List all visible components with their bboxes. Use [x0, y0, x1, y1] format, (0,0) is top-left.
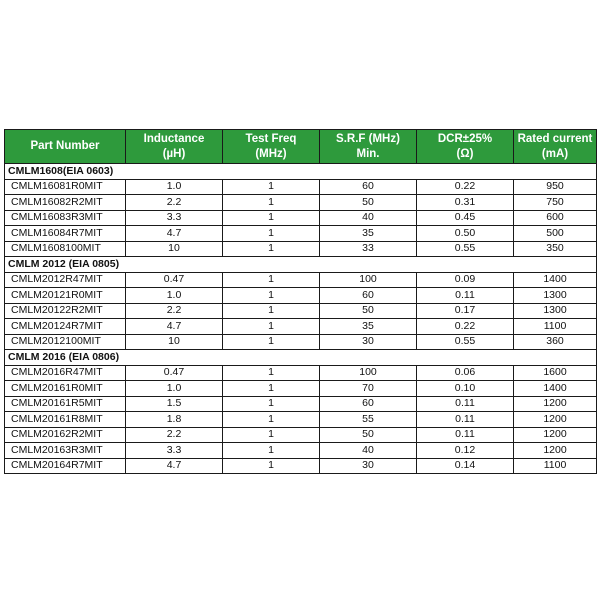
header-rated-current: Rated current (mA): [514, 130, 597, 164]
dcr-cell: 0.22: [417, 319, 514, 335]
srf-cell: 50: [320, 303, 417, 319]
srf-cell: 40: [320, 210, 417, 226]
rated-current-cell: 950: [514, 179, 597, 195]
part-number-cell: CMLM2016R47MIT: [5, 365, 126, 381]
part-number-cell: CMLM16083R3MIT: [5, 210, 126, 226]
dcr-cell: 0.12: [417, 443, 514, 459]
test-freq-cell: 1: [223, 365, 320, 381]
srf-cell: 33: [320, 241, 417, 257]
part-number-cell: CMLM20121R0MIT: [5, 288, 126, 304]
srf-cell: 30: [320, 458, 417, 474]
test-freq-cell: 1: [223, 303, 320, 319]
rated-current-cell: 360: [514, 334, 597, 350]
inductance-cell: 0.47: [126, 365, 223, 381]
srf-cell: 50: [320, 195, 417, 211]
inductance-cell: 2.2: [126, 303, 223, 319]
inductance-cell: 1.0: [126, 381, 223, 397]
test-freq-cell: 1: [223, 241, 320, 257]
header-inductance: Inductance (µH): [126, 130, 223, 164]
part-number-cell: CMLM20161R8MIT: [5, 412, 126, 428]
test-freq-cell: 1: [223, 195, 320, 211]
group-header-row: [5, 164, 597, 180]
header-test-freq: Test Freq (MHz): [223, 130, 320, 164]
header-srf: S.R.F (MHz) Min.: [320, 130, 417, 164]
test-freq-cell: 1: [223, 443, 320, 459]
srf-cell: 100: [320, 365, 417, 381]
table-row: [5, 226, 597, 242]
test-freq-cell: 1: [223, 319, 320, 335]
dcr-cell: 0.55: [417, 334, 514, 350]
test-freq-cell: 1: [223, 272, 320, 288]
test-freq-cell: 1: [223, 334, 320, 350]
part-number-cell: CMLM16082R2MIT: [5, 195, 126, 211]
inductance-cell: 0.47: [126, 272, 223, 288]
table-row: [5, 288, 597, 304]
rated-current-cell: 1600: [514, 365, 597, 381]
rated-current-cell: 1400: [514, 381, 597, 397]
table-row: [5, 458, 597, 474]
rated-current-cell: 1200: [514, 412, 597, 428]
header-dcr: DCR±25% (Ω): [417, 130, 514, 164]
table-row: [5, 210, 597, 226]
part-number-cell: CMLM20122R2MIT: [5, 303, 126, 319]
srf-cell: 60: [320, 396, 417, 412]
srf-cell: 40: [320, 443, 417, 459]
table-row: [5, 272, 597, 288]
table-row: [5, 365, 597, 381]
table-row: [5, 427, 597, 443]
part-number-cell: CMLM20163R3MIT: [5, 443, 126, 459]
rated-current-cell: 500: [514, 226, 597, 242]
dcr-cell: 0.11: [417, 412, 514, 428]
srf-cell: 35: [320, 319, 417, 335]
part-number-cell: CMLM20161R5MIT: [5, 396, 126, 412]
part-number-cell: CMLM2012100MIT: [5, 334, 126, 350]
srf-cell: 100: [320, 272, 417, 288]
dcr-cell: 0.45: [417, 210, 514, 226]
rated-current-cell: 1200: [514, 396, 597, 412]
group-header-row: [5, 257, 597, 273]
part-number-cell: CMLM16081R0MIT: [5, 179, 126, 195]
part-number-cell: CMLM20161R0MIT: [5, 381, 126, 397]
inductance-cell: 1.5: [126, 396, 223, 412]
srf-cell: 55: [320, 412, 417, 428]
rated-current-cell: 750: [514, 195, 597, 211]
inductance-cell: 4.7: [126, 319, 223, 335]
inductance-cell: 2.2: [126, 427, 223, 443]
dcr-cell: 0.14: [417, 458, 514, 474]
part-number-cell: CMLM20164R7MIT: [5, 458, 126, 474]
part-number-cell: CMLM20162R2MIT: [5, 427, 126, 443]
inductor-spec-table: [4, 129, 597, 474]
dcr-cell: 0.50: [417, 226, 514, 242]
part-number-cell: CMLM2012R47MIT: [5, 272, 126, 288]
table-header: [5, 130, 597, 164]
group-title: CMLM1608(EIA 0603): [5, 164, 597, 180]
inductance-cell: 2.2: [126, 195, 223, 211]
rated-current-cell: 1100: [514, 319, 597, 335]
srf-cell: 30: [320, 334, 417, 350]
table-row: [5, 443, 597, 459]
inductance-cell: 10: [126, 241, 223, 257]
test-freq-cell: 1: [223, 396, 320, 412]
test-freq-cell: 1: [223, 458, 320, 474]
dcr-cell: 0.22: [417, 179, 514, 195]
test-freq-cell: 1: [223, 179, 320, 195]
inductance-cell: 4.7: [126, 226, 223, 242]
part-number-cell: CMLM16084R7MIT: [5, 226, 126, 242]
test-freq-cell: 1: [223, 226, 320, 242]
dcr-cell: 0.06: [417, 365, 514, 381]
rated-current-cell: 1400: [514, 272, 597, 288]
table-row: [5, 195, 597, 211]
srf-cell: 50: [320, 427, 417, 443]
rated-current-cell: 1200: [514, 427, 597, 443]
table-row: [5, 303, 597, 319]
rated-current-cell: 1300: [514, 288, 597, 304]
test-freq-cell: 1: [223, 288, 320, 304]
dcr-cell: 0.11: [417, 427, 514, 443]
rated-current-cell: 600: [514, 210, 597, 226]
dcr-cell: 0.11: [417, 288, 514, 304]
header-row: [5, 130, 597, 164]
dcr-cell: 0.11: [417, 396, 514, 412]
inductance-cell: 3.3: [126, 210, 223, 226]
dcr-cell: 0.55: [417, 241, 514, 257]
table-row: [5, 319, 597, 335]
rated-current-cell: 1200: [514, 443, 597, 459]
group-header-row: [5, 350, 597, 366]
table-row: [5, 179, 597, 195]
rated-current-cell: 350: [514, 241, 597, 257]
table-row: [5, 334, 597, 350]
part-number-cell: CMLM1608100MIT: [5, 241, 126, 257]
header-part-number: Part Number: [5, 130, 126, 164]
inductance-cell: 10: [126, 334, 223, 350]
inductance-cell: 1.0: [126, 179, 223, 195]
inductance-cell: 4.7: [126, 458, 223, 474]
inductance-cell: 1.0: [126, 288, 223, 304]
inductance-cell: 3.3: [126, 443, 223, 459]
table-body: [5, 164, 597, 474]
test-freq-cell: 1: [223, 210, 320, 226]
group-title: CMLM 2012 (EIA 0805): [5, 257, 597, 273]
test-freq-cell: 1: [223, 381, 320, 397]
srf-cell: 35: [320, 226, 417, 242]
rated-current-cell: 1100: [514, 458, 597, 474]
group-title: CMLM 2016 (EIA 0806): [5, 350, 597, 366]
inductance-cell: 1.8: [126, 412, 223, 428]
table-row: [5, 396, 597, 412]
table-row: [5, 381, 597, 397]
srf-cell: 60: [320, 179, 417, 195]
table-row: [5, 241, 597, 257]
dcr-cell: 0.09: [417, 272, 514, 288]
test-freq-cell: 1: [223, 427, 320, 443]
part-number-cell: CMLM20124R7MIT: [5, 319, 126, 335]
dcr-cell: 0.10: [417, 381, 514, 397]
table-row: [5, 412, 597, 428]
dcr-cell: 0.17: [417, 303, 514, 319]
dcr-cell: 0.31: [417, 195, 514, 211]
srf-cell: 60: [320, 288, 417, 304]
test-freq-cell: 1: [223, 412, 320, 428]
srf-cell: 70: [320, 381, 417, 397]
rated-current-cell: 1300: [514, 303, 597, 319]
